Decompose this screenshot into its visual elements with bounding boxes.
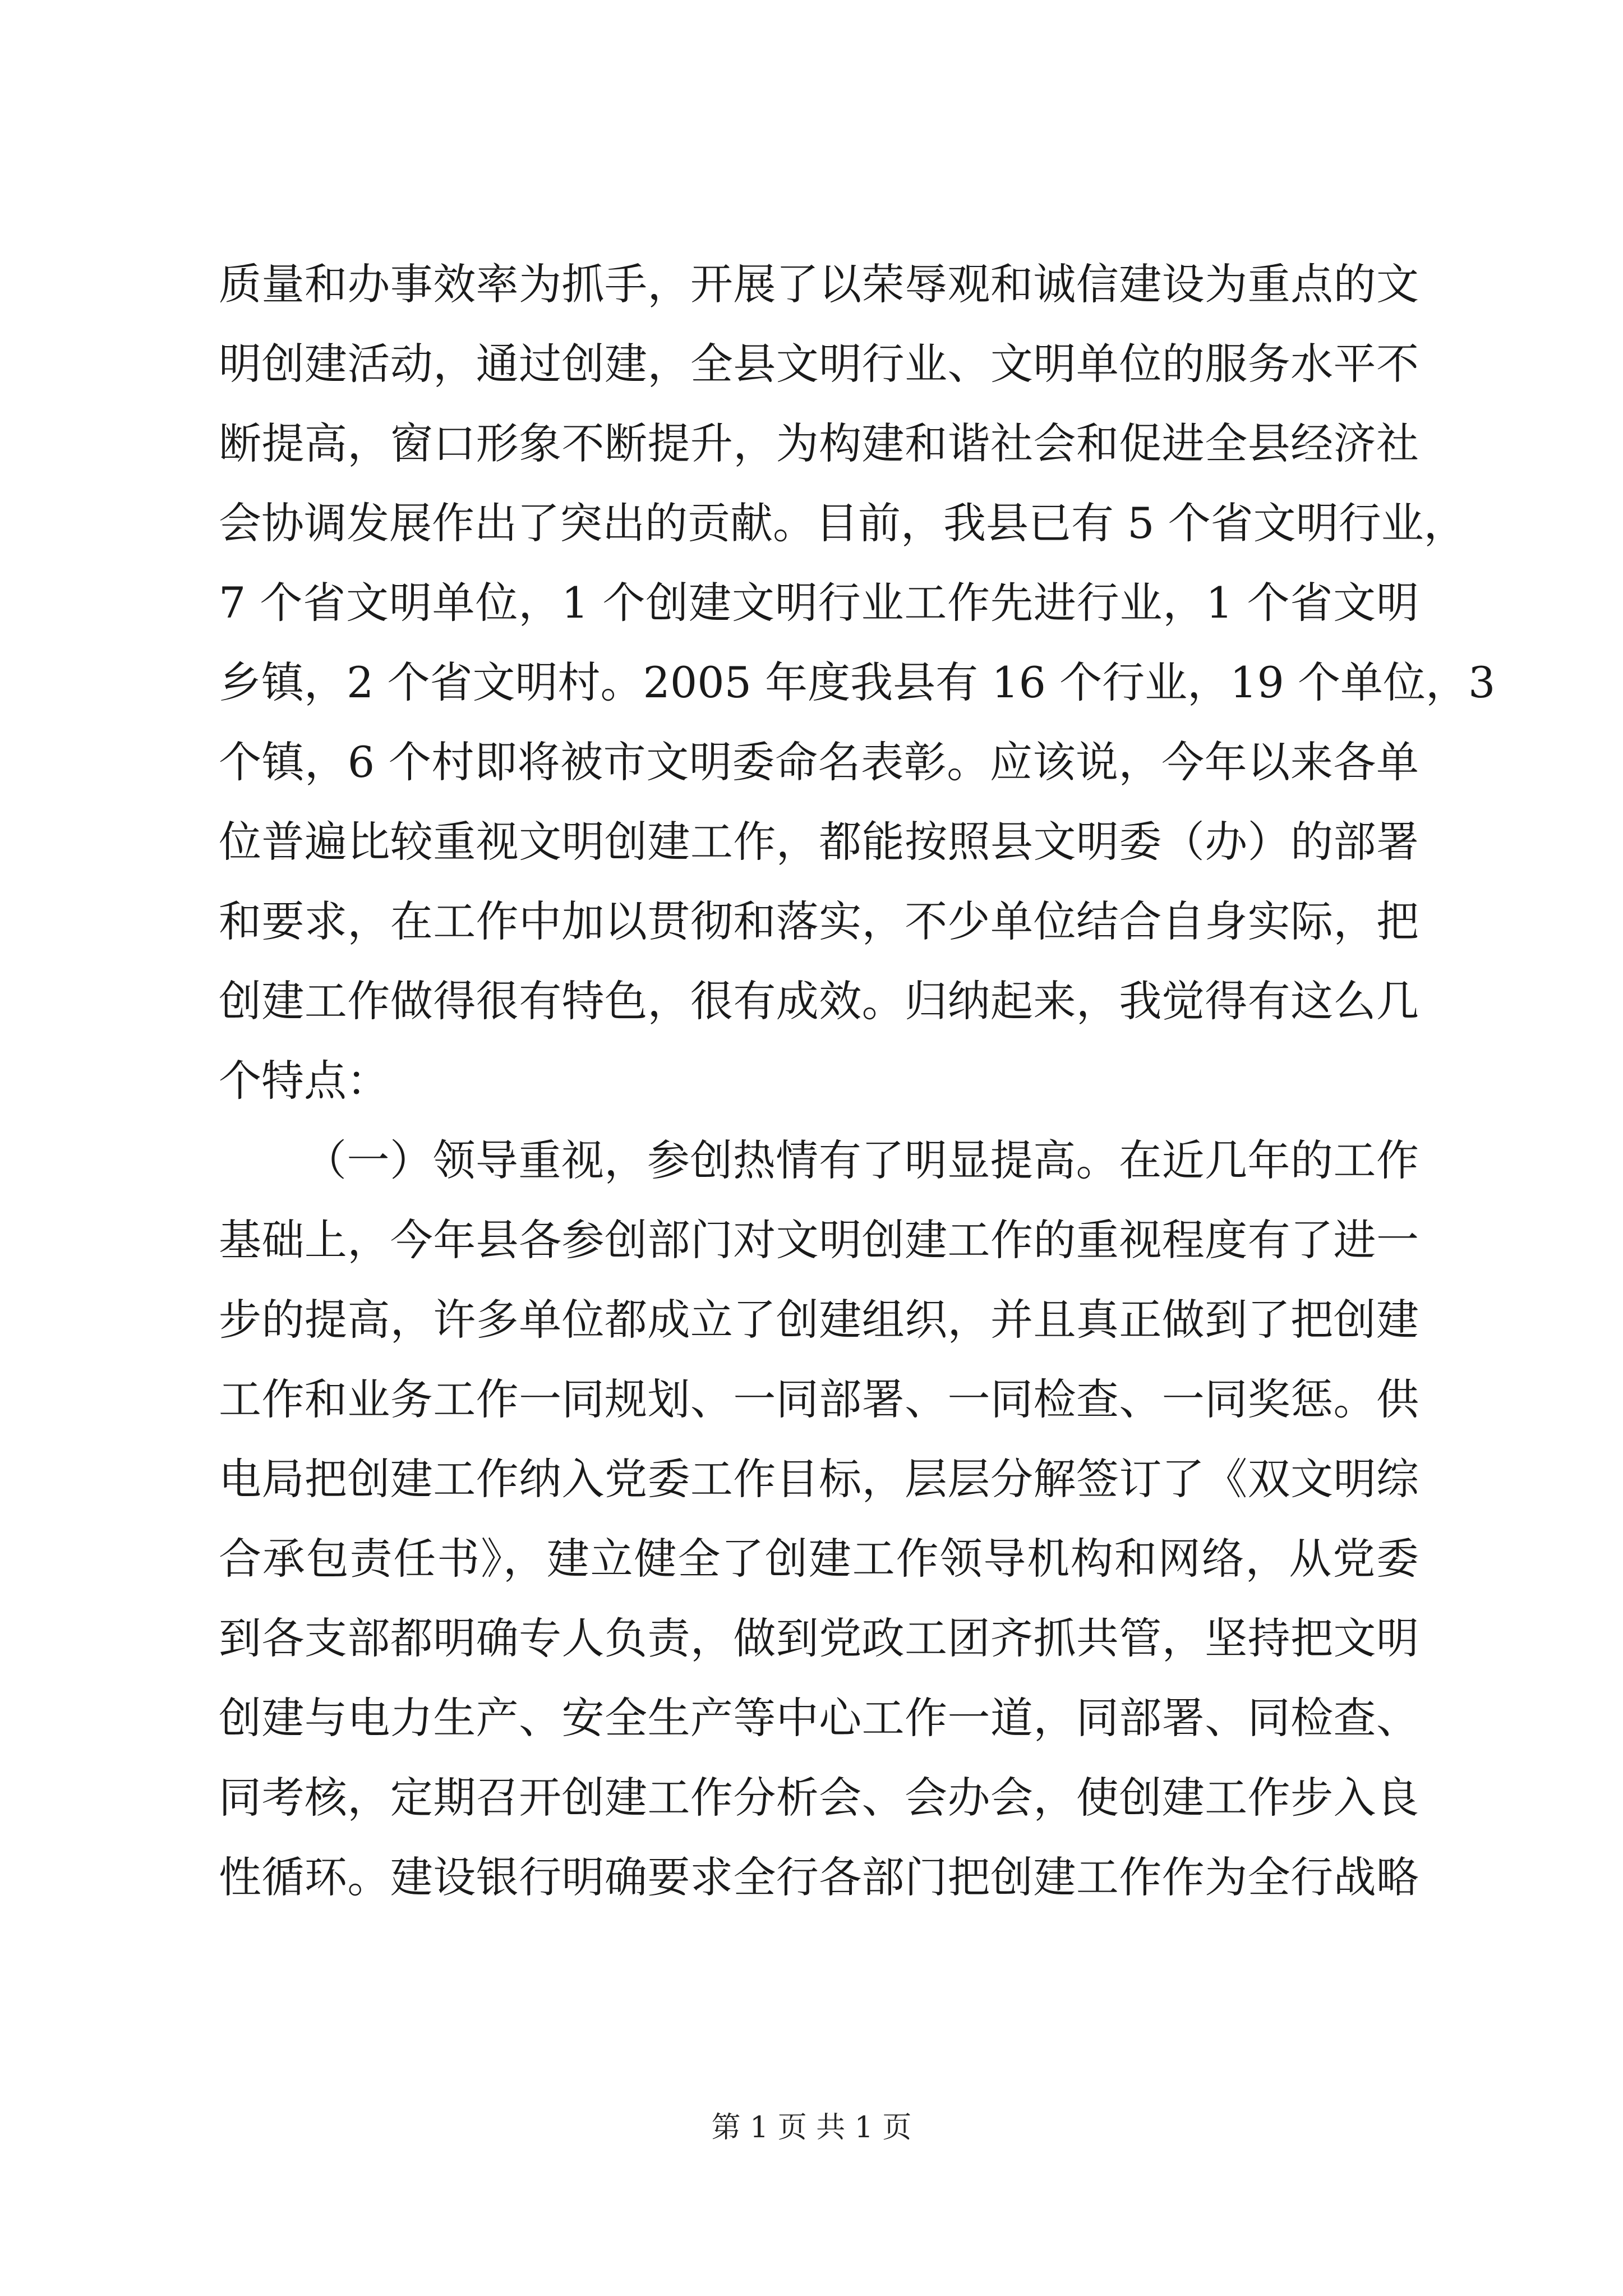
body-line: 和要求，在工作中加以贯彻和落实，不少单位结合自身实际，把 bbox=[219, 896, 1419, 946]
page-footer bbox=[0, 2108, 1623, 2147]
body-line: 质量和办事效率为抓手，开展了以荣辱观和诚信建设为重点的文 bbox=[219, 259, 1419, 309]
body-line: 电局把创建工作纳入党委工作目标，层层分解签订了《双文明综 bbox=[219, 1454, 1419, 1504]
body-line: 创建与电力生产、安全生产等中心工作一道，同部署、同检查、 bbox=[219, 1693, 1419, 1743]
body-line: 创建工作做得很有特色，很有成效。归纳起来，我觉得有这么几 bbox=[219, 976, 1419, 1026]
page-number-label: 第 1 页 共 1 页 bbox=[711, 2111, 912, 2145]
body-line: 个特点： bbox=[219, 1056, 389, 1106]
body-line: 7 个省文明单位，1 个创建文明行业工作先进行业，1 个省文明 bbox=[219, 578, 1419, 628]
body-line: 工作和业务工作一同规划、一同部署、一同检查、一同奖惩。供 bbox=[219, 1374, 1419, 1424]
paragraph-heading-line: （一）领导重视，参创热情有了明显提高。在近几年的工作 bbox=[304, 1135, 1419, 1185]
body-line: 会协调发展作出了突出的贡献。目前，我县已有 5 个省文明行业， bbox=[219, 498, 1467, 548]
body-line: 性循环。建设银行明确要求全行各部门把创建工作作为全行战略 bbox=[219, 1852, 1419, 1902]
body-line: 同考核，定期召开创建工作分析会、会办会，使创建工作步入良 bbox=[219, 1773, 1419, 1823]
body-line: 合承包责任书》，建立健全了创建工作领导机构和网络，从党委 bbox=[219, 1534, 1419, 1584]
body-line: 乡镇，2 个省文明村。2005 年度我县有 16 个行业，19 个单位，3 bbox=[219, 657, 1496, 707]
document-body bbox=[219, 245, 1496, 1917]
body-line: 断提高，窗口形象不断提升，为构建和谐社会和促进全县经济社 bbox=[219, 418, 1419, 468]
body-line: 明创建活动，通过创建，全县文明行业、文明单位的服务水平不 bbox=[219, 339, 1419, 389]
body-line: 位普遍比较重视文明创建工作，都能按照县文明委（办）的部署 bbox=[219, 817, 1419, 867]
body-line: 到各支部都明确专人负责，做到党政工团齐抓共管，坚持把文明 bbox=[219, 1613, 1419, 1663]
body-line: 基础上，今年县各参创部门对文明创建工作的重视程度有了进一 bbox=[219, 1215, 1419, 1265]
body-line: 步的提高，许多单位都成立了创建组织，并且真正做到了把创建 bbox=[219, 1295, 1419, 1345]
body-line: 个镇，6 个村即将被市文明委命名表彰。应该说，今年以来各单 bbox=[219, 737, 1419, 787]
